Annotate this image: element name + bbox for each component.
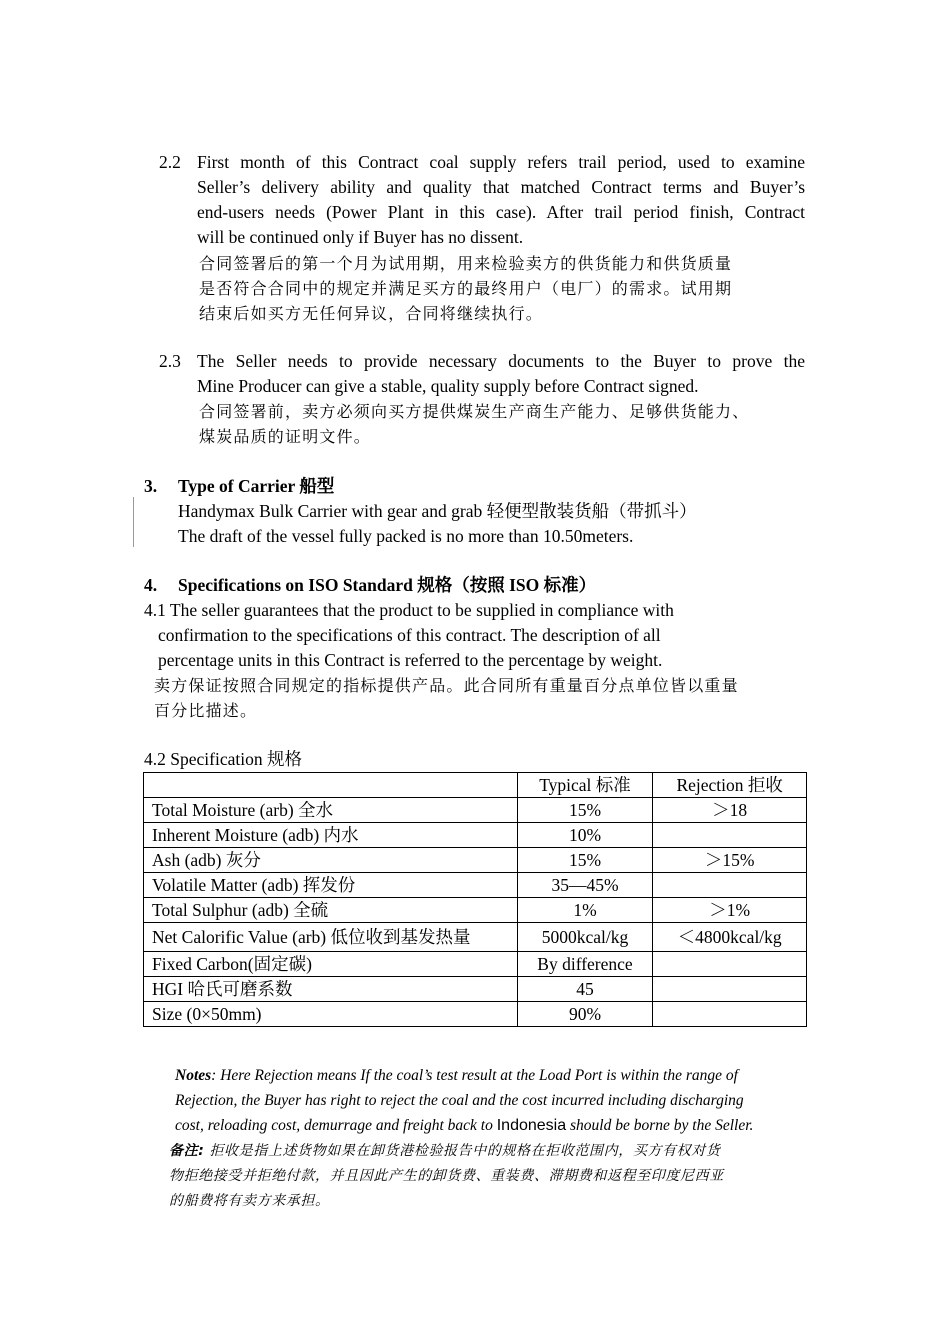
param-cell: Total Moisture (arb) 全水 [144, 798, 518, 823]
header-cell [144, 773, 518, 798]
change-bar [133, 497, 134, 547]
section-2-2-cn-1: 合同签署后的第一个月为试用期，用来检验卖方的供货能力和供货质量 [199, 254, 733, 273]
section-2-2-cn-2: 是否符合合同中的规定并满足买方的最终用户（电厂）的需求。试用期 [199, 279, 733, 298]
section-4-1-line-1: 4.1 The seller guarantees that the product to be supplied in compliance with [144, 600, 674, 620]
typical-cell: 90% [517, 1002, 653, 1027]
section-4-1-cn-2: 百分比描述。 [154, 701, 258, 720]
section-4-number: 4. [144, 575, 158, 595]
section-2-3-line-2: Mine Producer can give a stable, quality supply before Contract signed. [197, 376, 699, 396]
param-cell: Inherent Moisture (adb) 内水 [144, 823, 518, 848]
section-2-2-line-1: First month of this Contract coal supply refers trail period, used to examine [197, 152, 805, 172]
typical-cell: 5000kcal/kg [517, 923, 653, 952]
notes-line-1 [175, 1063, 738, 1088]
table-row [144, 952, 807, 977]
section-3-line-2: The draft of the vessel fully packed is no more than 10.50meters. [178, 526, 634, 546]
param-cell: Ash (adb) 灰分 [144, 848, 518, 873]
spec-table [143, 772, 807, 1027]
spec-title: 4.2 Specification 规格 [144, 749, 302, 769]
table-row [144, 923, 807, 952]
rejection-cell: ＜4800kcal/kg [653, 923, 807, 952]
section-3-number: 3. [144, 476, 158, 496]
notes-cn-line-1 [169, 1139, 720, 1164]
section-4-1-line-3: percentage units in this Contract is referred to the percentage by weight. [158, 650, 663, 670]
notes-cn-line-2: 物拒绝接受并拒绝付款，并且因此产生的卸货费、重装费、滞期费和返程至印度尼西亚 [169, 1168, 724, 1184]
typical-cell: 15% [517, 798, 653, 823]
notes-line-3 [175, 1113, 753, 1138]
header-typical-text: Typical 标准 [539, 775, 631, 795]
table-row [144, 873, 807, 898]
notes-label: Notes [175, 1067, 212, 1084]
table-row [144, 848, 807, 873]
param-cell: Total Sulphur (adb) 全硫 [144, 898, 518, 923]
rejection-cell: ＞15% [653, 848, 807, 873]
rejection-cell [653, 952, 807, 977]
rejection-cell [653, 873, 807, 898]
section-2-2-cn-3: 结束后如买方无任何异议，合同将继续执行。 [199, 304, 544, 323]
rejection-cell: ＞18 [653, 798, 807, 823]
param-cell: Volatile Matter (adb) 挥发份 [144, 873, 518, 898]
table-header-row [144, 773, 807, 798]
notes-indonesia: Indonesia [496, 1117, 567, 1134]
table-row [144, 823, 807, 848]
header-rejection-text: Rejection 拒收 [676, 775, 783, 795]
table-row [144, 798, 807, 823]
notes-text-3c: should be borne by the Seller. [566, 1117, 754, 1134]
rejection-cell [653, 1002, 807, 1027]
section-4-title: Specifications on ISO Standard 规格（按照 ISO 标准） [178, 575, 597, 595]
notes-cn-line-3: 的船费将有卖方来承担。 [169, 1193, 330, 1209]
typical-cell: 45 [517, 977, 653, 1002]
header-cell-rejection [653, 773, 807, 798]
table-row [144, 977, 807, 1002]
section-2-3-cn-1: 合同签署前，卖方必须向买方提供煤炭生产商生产能力、足够供货能力、 [199, 402, 750, 421]
section-4-1-line-2: confirmation to the specifications of this contract. The description of all [158, 625, 661, 645]
typical-cell: 10% [517, 823, 653, 848]
section-4-1-cn-1: 卖方保证按照合同规定的指标提供产品。此合同所有重量百分点单位皆以重量 [154, 676, 739, 695]
typical-cell: 1% [517, 898, 653, 923]
rejection-cell: ＞1% [653, 898, 807, 923]
notes-text-1: : Here Rejection means If the coal’s test result at the Load Port is within the range of [211, 1067, 738, 1084]
typical-cell: 15% [517, 848, 653, 873]
typical-cell: 35—45% [517, 873, 653, 898]
section-3-line-1: Handymax Bulk Carrier with gear and grab 轻便型散装货船（带抓斗） [178, 501, 697, 521]
param-cell: Net Calorific Value (arb) 低位收到基发热量 [144, 923, 518, 952]
section-2-2-number: 2.2 [159, 152, 181, 172]
param-cell: Size (0×50mm) [144, 1002, 518, 1027]
param-cell: Fixed Carbon(固定碳) [144, 952, 518, 977]
section-2-3-cn-2: 煤炭品质的证明文件。 [199, 427, 372, 446]
param-cell: HGI 哈氏可磨系数 [144, 977, 518, 1002]
section-2-2-line-2: Seller’s delivery ability and quality that matched Contract terms and Buyer’s [197, 177, 805, 197]
typical-cell: By difference [517, 952, 653, 977]
header-cell-typical [517, 773, 653, 798]
section-2-2-line-4: will be continued only if Buyer has no dissent. [197, 227, 524, 247]
section-3-title: Type of Carrier 船型 [178, 476, 335, 496]
rejection-cell [653, 823, 807, 848]
section-2-3-line-1: The Seller needs to provide necessary documents to the Buyer to prove the [197, 351, 805, 371]
table-row [144, 898, 807, 923]
notes-cn-text-1: 拒收是指上述货物如果在卸货港检验报告中的规格在拒收范围内，买方有权对货 [204, 1143, 721, 1159]
table-row [144, 1002, 807, 1027]
notes-text-3a: cost, reloading cost, demurrage and freight back to [175, 1117, 497, 1134]
section-2-3-number: 2.3 [159, 351, 181, 371]
rejection-cell [653, 977, 807, 1002]
section-2-2-line-3: end-users needs (Power Plant in this case). After trail period finish, Contract [197, 202, 805, 222]
notes-line-2: Rejection, the Buyer has right to reject the coal and the cost incurred including discharging [175, 1092, 744, 1109]
notes-cn-label: 备注: [169, 1143, 205, 1159]
